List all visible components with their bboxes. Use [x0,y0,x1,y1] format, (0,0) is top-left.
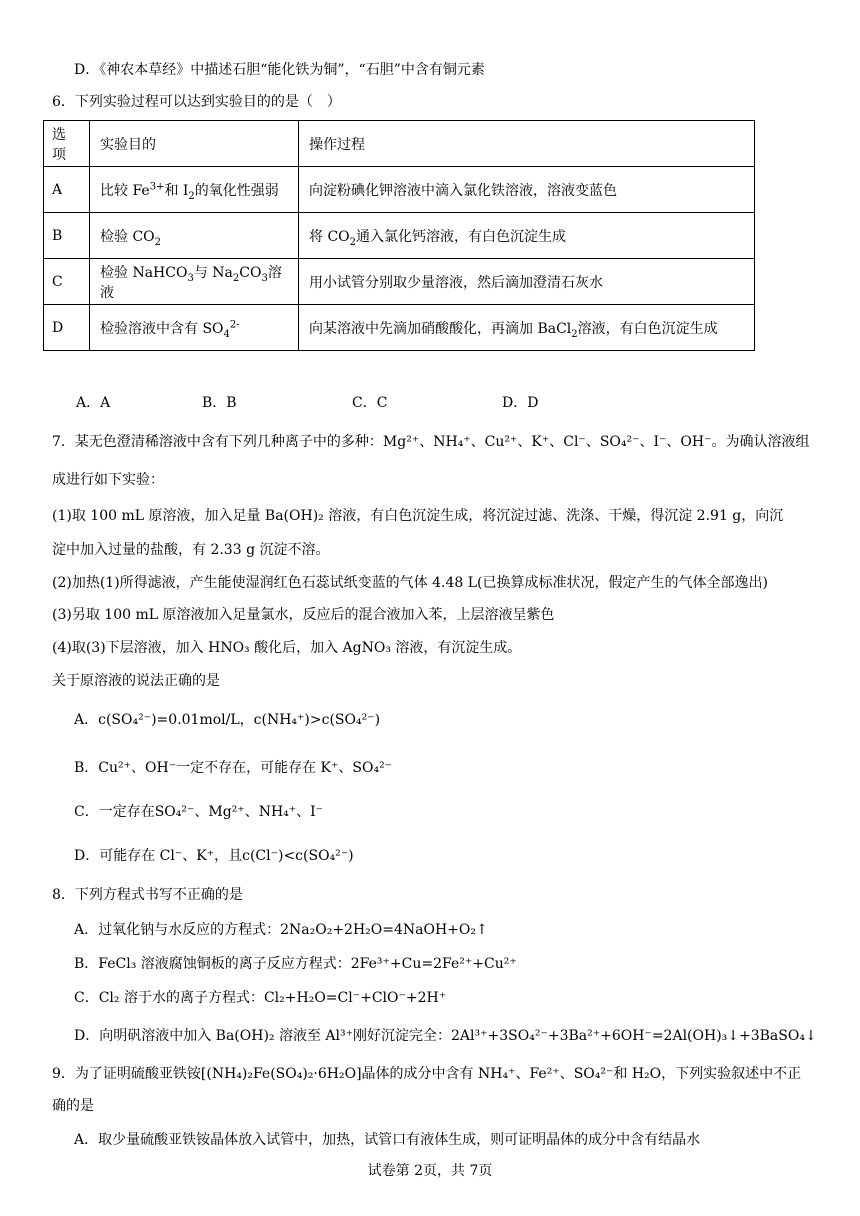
q6-stem: 6．下列实验过程可以达到实验目的的是（ ） [52,94,341,110]
table-cell-option: D [44,305,90,351]
q7-step1-line2: 淀中加入过量的盐酸，有 2.33 g 沉淀不溶。 [52,542,330,558]
q7-step4: (4)取(3)下层溶液，加入 HNO₃ 酸化后，加入 AgNO₃ 溶液，有沉淀生成。 [52,640,522,656]
q7-question: 关于原溶液的说法正确的是 [52,673,220,689]
q7-step3: (3)另取 100 mL 原溶液加入足量氯水，反应后的混合液加入苯，上层溶液呈紫色 [52,607,555,623]
table-row [44,213,755,259]
q7-option-b[interactable]: B．Cu²⁺、OH⁻一定不存在，可能存在 K⁺、SO₄²⁻ [74,760,393,776]
q6-option-d[interactable]: D．D [502,395,539,411]
q7-step1-line1: (1)取 100 mL 原溶液，加入足量 Ba(OH)₂ 溶液，有白色沉淀生成，将沉淀过滤、洗涤、干燥，得沉淀 2.91 g，向沉 [52,508,784,524]
table-cell-option: C [44,259,90,305]
table-cell-purpose: 比较 $Fe^{3+}$和 $I_2$的氧化性强弱 [90,167,299,213]
table-header-operation: 操作过程 [299,121,755,167]
q9-stem-line2: 确的是 [52,1098,94,1114]
q6-option-b[interactable]: B．B [202,395,237,411]
q8-option-d[interactable]: D．向明矾溶液中加入 Ba(OH)₂ 溶液至 Al³⁺刚好沉淀完全：2Al³⁺+3SO₄²⁻+3Ba²⁺+6OH⁻=2Al(OH)₃↓+3BaSO₄↓ [74,1028,817,1044]
q7-option-c[interactable]: C．一定存在SO₄²⁻、Mg²⁺、NH₄⁺、I⁻ [74,804,324,820]
table-cell-purpose: 检验 NaHCO$_3$与 $Na_2CO_3$溶液 [90,259,299,305]
q9-option-a[interactable]: A．取少量硫酸亚铁铵晶体放入试管中，加热，试管口有液体生成，则可证明晶体的成分中含有结晶水 [74,1132,701,1148]
table-cell-purpose: 检验 $CO_2$ [90,213,299,259]
table-header-option: 选项 [44,121,90,167]
table-cell-operation: 向某溶液中先滴加硝酸酸化，再滴加 BaCl$_2$溶液，有白色沉淀生成 [299,305,755,351]
q8-option-b[interactable]: B．FeCl₃ 溶液腐蚀铜板的离子反应方程式：2Fe³⁺+Cu=2Fe²⁺+Cu²⁺ [74,956,517,972]
page-footer: 试卷第 2页，共 7页 [367,1163,493,1179]
q5-option-d: D．《神农本草经》中描述石胆“能化铁为铜”，“石胆”中含有铜元素 [74,62,485,78]
q7-stem-line2: 成进行如下实验： [52,472,164,488]
q7-option-a[interactable]: A．c(SO₄²⁻)=0.01mol/L，c(NH₄⁺)>c(SO₄²⁻) [74,712,381,728]
table-header-row [44,121,755,167]
table-cell-operation: 用小试管分别取少量溶液，然后滴加澄清石灰水 [299,259,755,305]
q6-table [43,120,755,351]
table-cell-option: A [44,167,90,213]
table-cell-operation: 将 $CO_2$通入氯化钙溶液，有白色沉淀生成 [299,213,755,259]
q8-option-a[interactable]: A．过氧化钠与水反应的方程式：2Na₂O₂+2H₂O=4NaOH+O₂↑ [74,922,488,938]
q7-step2: (2)加热(1)所得滤液，产生能使湿润红色石蕊试纸变蓝的气体 4.48 L(已换算成标准状况，假定产生的气体全部逸出) [52,575,768,591]
table-header-purpose: 实验目的 [90,121,299,167]
q7-stem-line1: 7．某无色澄清稀溶液中含有下列几种离子中的多种：Mg²⁺、NH₄⁺、Cu²⁺、K⁺、Cl⁻、SO₄²⁻、I⁻、OH⁻。为确认溶液组 [52,434,810,450]
table-row [44,259,755,305]
q9-stem-line1: 9．为了证明硫酸亚铁铵[(NH₄)₂Fe(SO₄)₂·6H₂O]晶体的成分中含有 NH₄⁺、Fe²⁺、SO₄²⁻和 H₂O，下列实验叙述中不正 [52,1066,802,1082]
q8-option-c[interactable]: C．Cl₂ 溶于水的离子方程式：Cl₂+H₂O=Cl⁻+ClO⁻+2H⁺ [74,990,447,1006]
q6-option-c[interactable]: C．C [352,395,388,411]
table-cell-operation: 向淀粉碘化钾溶液中滴入氯化铁溶液，溶液变蓝色 [299,167,755,213]
q6-option-a[interactable]: A．A [76,395,111,411]
q7-option-d[interactable]: D．可能存在 Cl⁻、K⁺，且c(Cl⁻)<c(SO₄²⁻) [74,848,354,864]
table-cell-option: B [44,213,90,259]
q8-stem: 8．下列方程式书写不正确的是 [52,887,243,903]
table-cell-purpose: 检验溶液中含有 $SO_4^{2-}$ [90,305,299,351]
table-row [44,167,755,213]
table-row [44,305,755,351]
